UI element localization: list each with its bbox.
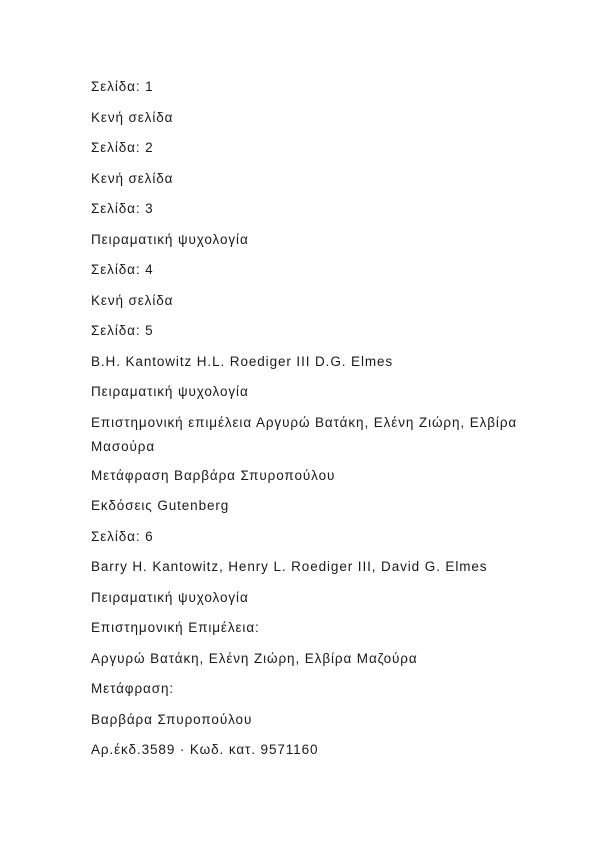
page-marker-4: Σελίδα: 4 [91,262,154,277]
authors-short: B.H. Kantowitz H.L. Roediger III D.G. Elmes [91,353,394,369]
blank-page-note: Κενή σελίδα [91,292,174,308]
page-marker-2: Σελίδα: 2 [91,140,154,155]
publisher: Εκδόσεις Gutenberg [91,498,230,513]
blank-page-note: Κενή σελίδα [91,109,174,125]
book-title: Πειραματική ψυχολογία [91,231,249,247]
page-marker-5: Σελίδα: 5 [91,323,154,338]
book-title: Πειραματική ψυχολογία [91,384,249,399]
document-body [91,77,531,771]
scientific-editors-names: Αργυρώ Βατάκη, Ελένη Ζιώρη, Ελβίρα Μαζούρα [91,650,418,666]
scientific-editors: Επιστημονική επιμέλεια Αργυρώ Βατάκη, Ελένη Ζιώρη, Ελβίρα Μασούρα [91,414,518,454]
translation-label: Μετάφραση: [91,681,175,696]
authors-full: Barry H. Kantowitz, Henry L. Roediger III, David G. Elmes [91,559,488,574]
page-marker-3: Σελίδα: 3 [91,201,154,216]
page-marker-1: Σελίδα: 1 [91,79,154,94]
page-marker-6: Σελίδα: 6 [91,528,154,544]
translator: Μετάφραση Βαρβάρα Σπυροπούλου [91,467,336,483]
blank-page-note: Κενή σελίδα [91,170,174,186]
edition-catalog-code: Αρ.έκδ.3589 · Κωδ. κατ. 9571160 [91,742,319,757]
scientific-editing-label: Επιστημονική Επιμέλεια: [91,620,260,635]
book-title: Πειραματική ψυχολογία [91,589,249,605]
translator-name: Βαρβάρα Σπυροπούλου [91,711,253,727]
